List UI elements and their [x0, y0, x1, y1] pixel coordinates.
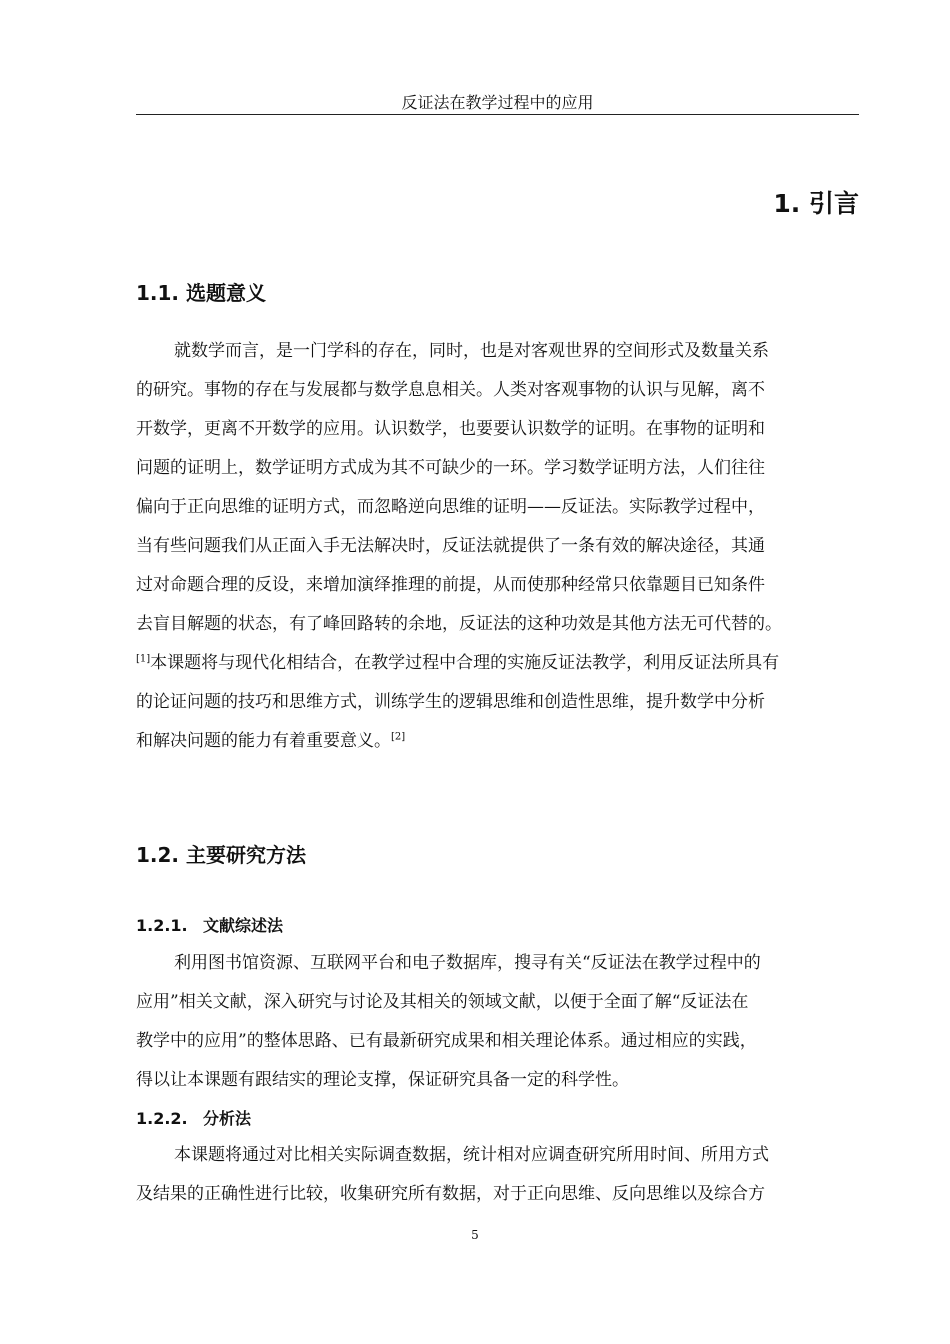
subsection-number: 1.2.1.: [136, 916, 188, 935]
paragraph-line: 当有些问题我们从正面入手无法解决时，反证法就提供了一条有效的解决途径，其通: [136, 536, 765, 556]
subsection-title: 文献综述法: [203, 916, 284, 935]
section-1-2-2-paragraph: [136, 1136, 859, 1214]
section-1-2-1-paragraph: [136, 944, 859, 1100]
section-heading-1-2: 1.2. 主要研究方法: [136, 843, 306, 867]
citation-ref: [1]: [136, 653, 151, 665]
subsection-heading-1-2-2: [136, 1106, 251, 1129]
paragraph-text: 和解决问题的能力有着重要意义。: [136, 731, 391, 751]
chapter-title: 1. 引言: [773, 189, 859, 218]
page-header: 反证法在教学过程中的应用: [136, 92, 859, 115]
paragraph-line: 的研究。事物的存在与发展都与数学息息相关。人类对客观事物的认识与见解，离不: [136, 380, 765, 400]
subsection-number: 1.2.2.: [136, 1109, 188, 1128]
paragraph-line: 本课题将通过对比相关实际调查数据，统计相对应调查研究所用时间、所用方式: [174, 1145, 769, 1165]
section-1-1-paragraph: [136, 332, 859, 761]
paragraph-line: 教学中的应用”的整体思路、已有最新研究成果和相关理论体系。通过相应的实践，: [136, 1031, 757, 1051]
paragraph-line: 及结果的正确性进行比较，收集研究所有数据，对于正向思维、反向思维以及综合方: [136, 1184, 765, 1204]
paragraph-line: 利用图书馆资源、互联网平台和电子数据库，搜寻有关“反证法在教学过程中的: [174, 953, 761, 973]
section-heading-1-1: 1.1. 选题意义: [136, 281, 266, 305]
paragraph-line: 问题的证明上，数学证明方式成为其不可缺少的一环。学习数学证明方法，人们往往: [136, 458, 765, 478]
paragraph-line: [136, 722, 859, 761]
paragraph-line: 开数学，更离不开数学的应用。认识数学，也要要认识数学的证明。在事物的证明和: [136, 419, 765, 439]
paragraph-text: 本课题将与现代化相结合，在教学过程中合理的实施反证法教学，利用反证法所具有: [150, 653, 780, 673]
paragraph-line: 去盲目解题的状态，有了峰回路转的余地，反证法的这种功效是其他方法无可代替的。: [136, 614, 782, 634]
subsection-title: 分析法: [203, 1109, 252, 1128]
paragraph-line: 就数学而言，是一门学科的存在，同时，也是对客观世界的空间形式及数量关系: [174, 341, 769, 361]
page-number: 5: [471, 1228, 479, 1242]
paragraph-line: 应用”相关文献，深入研究与讨论及其相关的领域文献，以便于全面了解“反证法在: [136, 992, 749, 1012]
paragraph-line: 的论证问题的技巧和思维方式，训练学生的逻辑思维和创造性思维，提升数学中分析: [136, 692, 765, 712]
paragraph-line: 得以让本课题有跟结实的理论支撑，保证研究具备一定的科学性。: [136, 1070, 629, 1090]
subsection-heading-1-2-1: [136, 913, 283, 936]
paragraph-line: [136, 644, 859, 683]
paragraph-line: 过对命题合理的反设，来增加演绎推理的前提，从而使那种经常只依靠题目已知条件: [136, 575, 765, 595]
citation-ref: [2]: [391, 731, 406, 743]
paragraph-line: 偏向于正向思维的证明方式，而忽略逆向思维的证明——反证法。实际教学过程中，: [136, 497, 765, 517]
